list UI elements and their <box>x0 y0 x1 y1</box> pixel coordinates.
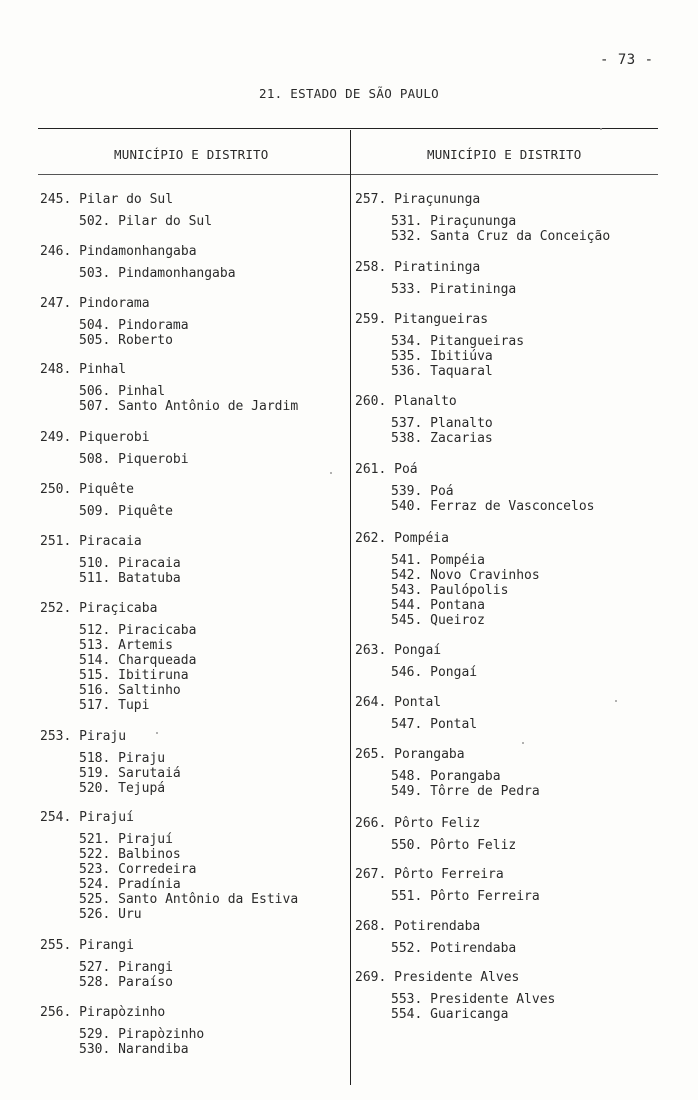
distrito-left: 508. Piquerobi <box>79 452 189 467</box>
distrito-left: 513. Artemis <box>79 638 173 653</box>
distrito-right: 552. Potirendaba <box>391 941 517 956</box>
municipio-right: 269. Presidente Alves <box>355 970 520 985</box>
distrito-right: 551. Pôrto Ferreira <box>391 889 540 904</box>
distrito-right: 548. Porangaba <box>391 769 501 784</box>
distrito-left: 524. Pradínia <box>79 877 181 892</box>
municipio-left: 249. Piquerobi <box>40 430 150 445</box>
distrito-right: 545. Queiroz <box>391 613 485 628</box>
municipio-right: 265. Porangaba <box>355 747 465 762</box>
distrito-left: 505. Roberto <box>79 333 173 348</box>
distrito-right: 550. Pôrto Feliz <box>391 838 517 853</box>
distrito-left: 522. Balbinos <box>79 847 181 862</box>
distrito-left: 518. Piraju <box>79 751 166 766</box>
distrito-right: 553. Presidente Alves <box>391 992 556 1007</box>
municipio-right: 259. Pitangueiras <box>355 312 489 327</box>
municipio-left: 247. Pindorama <box>40 296 150 311</box>
municipio-right: 266. Pôrto Feliz <box>355 816 481 831</box>
column-divider <box>350 130 351 1085</box>
distrito-right: 538. Zacarias <box>391 431 493 446</box>
distrito-left: 502. Pilar do Sul <box>79 214 213 229</box>
distrito-right: 540. Ferraz de Vasconcelos <box>391 499 595 514</box>
distrito-left: 526. Uru <box>79 907 142 922</box>
distrito-left: 503. Pindamonhangaba <box>79 266 236 281</box>
municipio-left: 251. Piracaia <box>40 534 142 549</box>
distrito-right: 554. Guaricanga <box>391 1007 509 1022</box>
municipio-left: 246. Pindamonhangaba <box>40 244 197 259</box>
distrito-left: 511. Batatuba <box>79 571 181 586</box>
distrito-left: 516. Saltinho <box>79 683 181 698</box>
page-title: 21. ESTADO DE SÃO PAULO <box>259 86 439 101</box>
distrito-right: 534. Pitangueiras <box>391 334 525 349</box>
distrito-left: 506. Pinhal <box>79 384 166 399</box>
column-header-right: MUNICÍPIO E DISTRITO <box>427 147 582 162</box>
municipio-left: 253. Piraju <box>40 729 127 744</box>
scan-speck <box>600 128 602 130</box>
distrito-right: 542. Novo Cravinhos <box>391 568 540 583</box>
distrito-right: 537. Planalto <box>391 416 493 431</box>
distrito-right: 531. Piraçununga <box>391 214 517 229</box>
distrito-left: 512. Piracicaba <box>79 623 197 638</box>
distrito-left: 521. Pirajuí <box>79 832 173 847</box>
municipio-right: 268. Potirendaba <box>355 919 481 934</box>
distrito-left: 509. Piquête <box>79 504 173 519</box>
distrito-left: 507. Santo Antônio de Jardim <box>79 399 299 414</box>
municipio-left: 255. Pirangi <box>40 938 134 953</box>
municipio-right: 260. Planalto <box>355 394 457 409</box>
distrito-right: 532. Santa Cruz da Conceição <box>391 229 611 244</box>
scan-speck <box>330 472 332 474</box>
municipio-right: 258. Piratininga <box>355 260 481 275</box>
municipio-right: 267. Pôrto Ferreira <box>355 867 504 882</box>
distrito-right: 549. Tôrre de Pedra <box>391 784 540 799</box>
municipio-right: 263. Pongaí <box>355 643 442 658</box>
scan-speck <box>156 732 158 734</box>
table-header-rule <box>38 174 658 175</box>
distrito-right: 546. Pongaí <box>391 665 478 680</box>
distrito-right: 544. Pontana <box>391 598 485 613</box>
distrito-left: 510. Piracaia <box>79 556 181 571</box>
distrito-left: 520. Tejupá <box>79 781 166 796</box>
distrito-right: 539. Poá <box>391 484 454 499</box>
distrito-left: 523. Corredeira <box>79 862 197 877</box>
municipio-left: 245. Pilar do Sul <box>40 192 174 207</box>
distrito-left: 527. Pirangi <box>79 960 173 975</box>
distrito-left: 504. Pindorama <box>79 318 189 333</box>
distrito-left: 514. Charqueada <box>79 653 197 668</box>
municipio-left: 254. Pirajuí <box>40 810 134 825</box>
municipio-left: 256. Pirapòzinho <box>40 1005 166 1020</box>
distrito-right: 547. Pontal <box>391 717 478 732</box>
municipio-left: 252. Piraçicaba <box>40 601 158 616</box>
distrito-right: 541. Pompéia <box>391 553 485 568</box>
municipio-right: 264. Pontal <box>355 695 442 710</box>
distrito-left: 528. Paraíso <box>79 975 173 990</box>
municipio-left: 250. Piquête <box>40 482 134 497</box>
distrito-right: 543. Paulópolis <box>391 583 509 598</box>
table-top-rule <box>38 128 658 129</box>
municipio-right: 262. Pompéia <box>355 531 449 546</box>
scan-speck <box>615 700 617 702</box>
distrito-left: 515. Ibitiruna <box>79 668 189 683</box>
distrito-left: 530. Narandiba <box>79 1042 189 1057</box>
municipio-right: 261. Poá <box>355 462 418 477</box>
page-number: - 73 - <box>600 52 654 68</box>
distrito-left: 529. Pirapòzinho <box>79 1027 205 1042</box>
distrito-left: 525. Santo Antônio da Estiva <box>79 892 299 907</box>
municipio-left: 248. Pinhal <box>40 362 127 377</box>
distrito-left: 517. Tupi <box>79 698 150 713</box>
distrito-left: 519. Sarutaiá <box>79 766 181 781</box>
scan-speck <box>522 742 524 744</box>
column-header-left: MUNICÍPIO E DISTRITO <box>114 147 269 162</box>
distrito-right: 536. Taquaral <box>391 364 493 379</box>
municipio-right: 257. Piraçununga <box>355 192 481 207</box>
distrito-right: 533. Piratininga <box>391 282 517 297</box>
distrito-right: 535. Ibitiúva <box>391 349 493 364</box>
